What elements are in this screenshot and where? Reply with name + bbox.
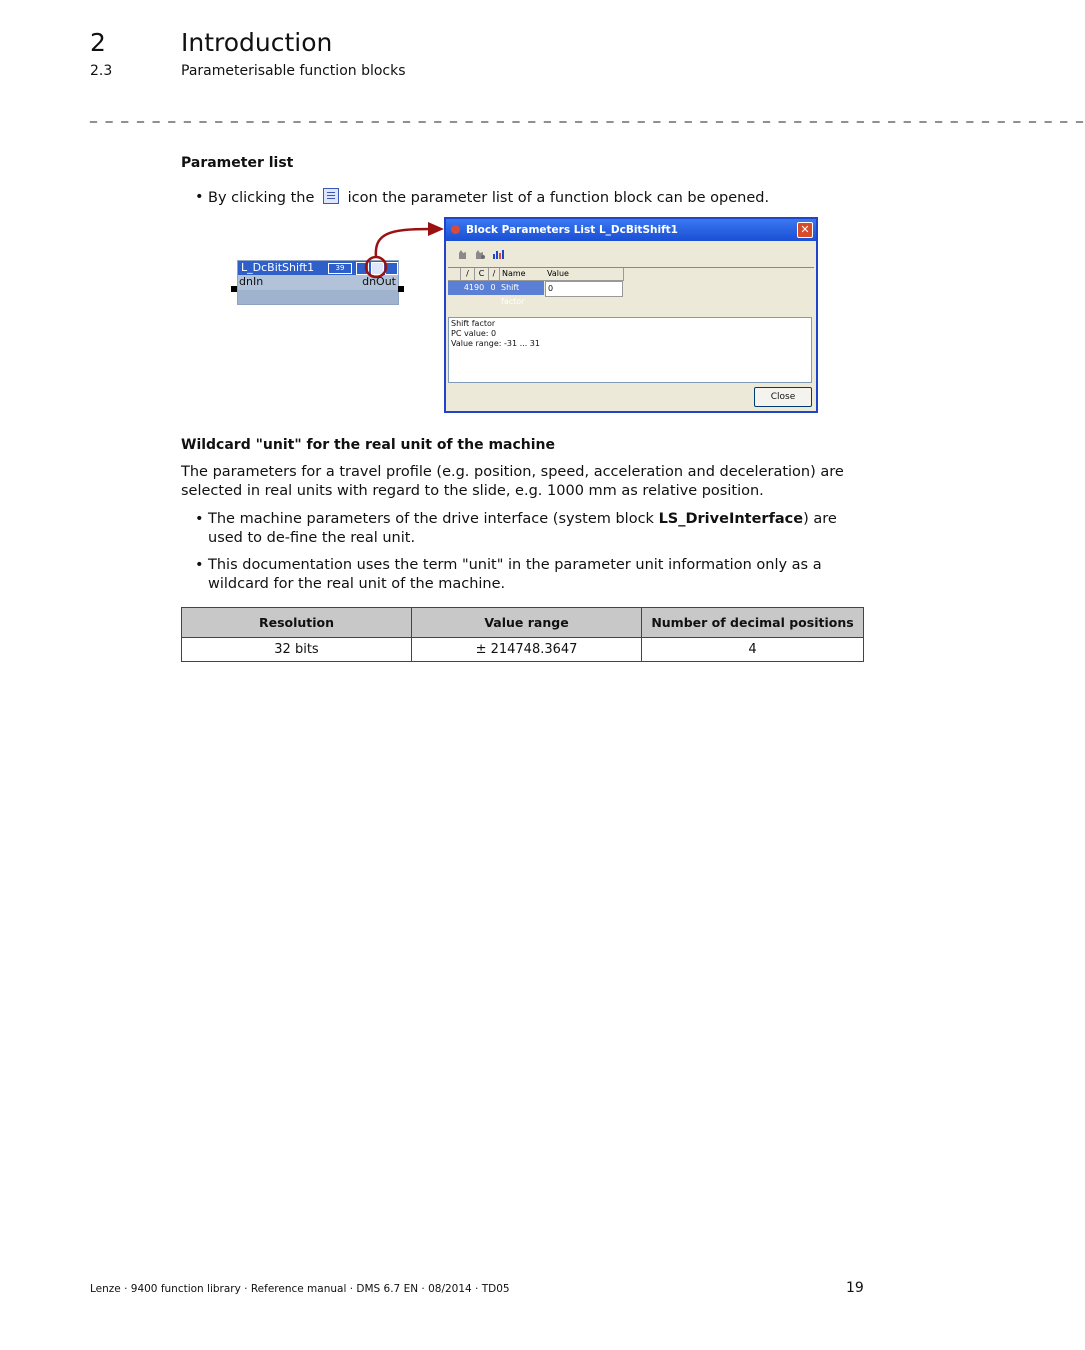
page-number: 19 (846, 1280, 864, 1296)
col-header[interactable]: Value (545, 268, 624, 281)
function-block-input: dnIn (239, 275, 264, 288)
table-cell: 32 bits (182, 638, 412, 662)
highlight-circle (366, 257, 386, 277)
bullet-text-before: By clicking the (208, 190, 315, 206)
bullet-text: The machine parameters of the drive interface (system block (208, 511, 659, 527)
bullet-dot: • (195, 189, 204, 205)
bullet-text: This documentation uses the term "unit" in the parameter unit information only as a wildcard for the real unit of the machine. (208, 557, 822, 592)
row-code: 4190 (463, 283, 485, 292)
table-cell: 4 (642, 638, 864, 662)
toolbar-chart-icon[interactable] (492, 248, 505, 260)
table-header: Value range (412, 608, 642, 638)
table-header: Resolution (182, 608, 412, 638)
col-selector (448, 268, 461, 281)
col-header[interactable]: Name (500, 268, 547, 281)
bullet-dot: • (195, 511, 204, 527)
table-row (182, 638, 864, 662)
close-button[interactable]: Close (754, 387, 812, 407)
toolbar-hand-icon[interactable] (456, 248, 469, 260)
arrow-line (376, 229, 430, 257)
wildcard-paragraph: The parameters for a travel profile (e.g. position, speed, acceleration and deceleration) are selected in real units with regard to the slide, e.g. 1000 mm as relative position. (181, 464, 844, 499)
footer-text: Lenze · 9400 function library · Reference manual · DMS 6.7 EN · 08/2014 · TD05 (90, 1283, 510, 1295)
callout-arrow (360, 215, 450, 285)
dialog-title-bar (446, 219, 816, 241)
parameter-info-box (448, 317, 812, 383)
wildcard-heading: Wildcard "unit" for the real unit of the machine (181, 437, 556, 453)
function-block-body (238, 290, 398, 304)
col-header[interactable]: C (475, 268, 489, 281)
dialog-title: Block Parameters List L_DcBitShift1 (466, 224, 678, 236)
section-title: Parameterisable function blocks (181, 63, 406, 79)
wildcard-bullet-2 (195, 556, 865, 594)
dialog-close-icon[interactable]: ✕ (797, 222, 813, 238)
chapter-title: Introduction (181, 28, 333, 57)
parameter-grid (448, 267, 814, 318)
header-separator: _ _ _ _ _ _ _ _ _ _ _ _ _ _ _ _ _ _ _ _ _ _ _ _ _ _ _ _ _ _ _ _ _ _ _ _ _ _ _ _ _ _ _ _ _ _ _ _ _ _ _ _ _ _ _ _ _ _ _ _ _ _ _ _ (90, 107, 1085, 123)
toolbar-hand-alt-icon[interactable] (473, 248, 486, 260)
parameter-list-icon (323, 188, 339, 204)
table-header-row (182, 608, 864, 638)
function-block-number: 39 (328, 263, 352, 274)
wildcard-bullet-1 (195, 510, 865, 548)
chapter-number: 2 (90, 28, 106, 57)
bullet-dot: • (195, 557, 204, 573)
info-line: Shift factor (451, 319, 496, 328)
parameter-list-bullet (195, 188, 770, 208)
input-pin[interactable] (231, 286, 237, 292)
row-subcode: 0 (490, 283, 496, 292)
block-parameters-dialog (444, 217, 818, 413)
table-header: Number of decimal positions (642, 608, 864, 638)
table-cell: ± 214748.3647 (412, 638, 642, 662)
function-block-name: L_DcBitShift1 (241, 261, 315, 274)
col-header[interactable]: / (461, 268, 475, 281)
info-line: Value range: -31 ... 31 (451, 339, 540, 348)
section-number: 2.3 (90, 63, 113, 79)
arrow-head (428, 222, 444, 236)
function-block-output: dnOut (362, 275, 396, 288)
app-icon (451, 225, 460, 234)
system-block-name: LS_DriveInterface (658, 511, 804, 527)
parameter-list-heading: Parameter list (181, 155, 294, 171)
bullet-text-after: icon the parameter list of a function block can be opened. (347, 190, 770, 206)
resolution-table (181, 607, 864, 662)
bullet-text: ) are used to de-fine the real unit. (208, 511, 837, 546)
output-pin[interactable] (398, 286, 404, 292)
info-line: PC value: 0 (451, 329, 497, 338)
col-header[interactable]: / (489, 268, 500, 281)
row-name: Shift factor (501, 283, 525, 306)
row-value-field[interactable]: 0 (545, 281, 623, 297)
